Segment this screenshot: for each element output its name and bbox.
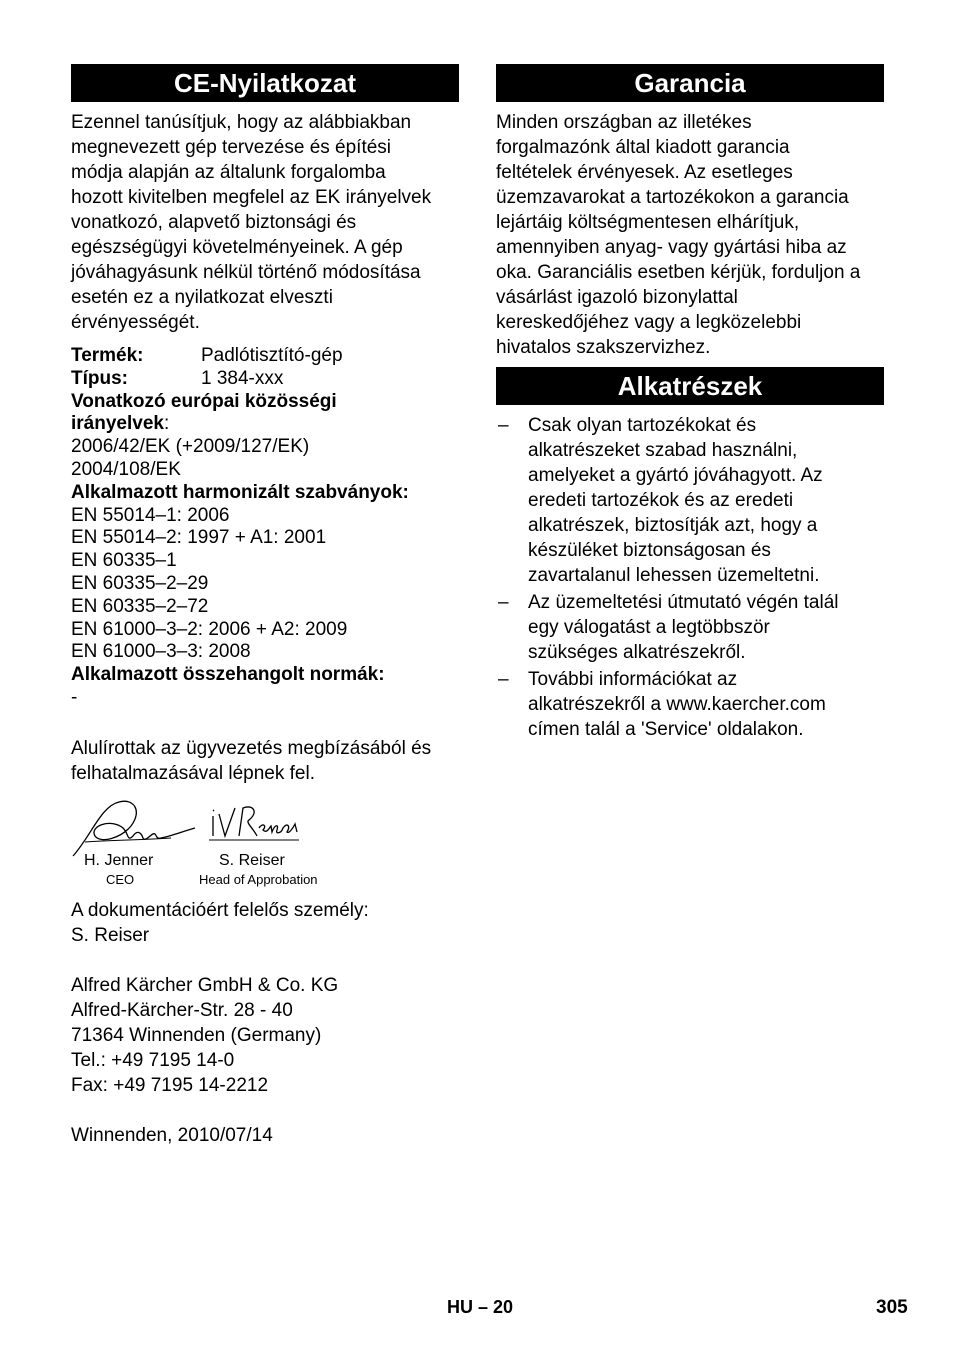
signatory-statement <box>71 736 459 786</box>
text-line: Az üzemeltetési útmutató végén talál <box>528 592 839 613</box>
text-line: Csak olyan tartozékokat és <box>528 415 757 436</box>
spare-parts-list <box>496 413 884 742</box>
text-line: A dokumentációért felelős személy: <box>71 899 369 921</box>
text-line: Minden országban az illetékes <box>496 112 752 133</box>
text-line: oka. Garanciális esetben kérjük, forduljon a <box>496 262 861 283</box>
text-line: készüléket biztonságosan és <box>528 540 771 561</box>
list-item <box>496 413 884 588</box>
standard-item: EN 60335–2–29 <box>71 572 209 594</box>
text-line: 71364 Winnenden (Germany) <box>71 1024 322 1046</box>
signature-reiser-image <box>209 802 304 842</box>
text-line: zavartalanul lehessen üzemeltetni. <box>528 565 820 586</box>
text-line: üzemzavarokat a tartozékokon a garancia <box>496 187 849 208</box>
text-line: egészségügyi követelményeinek. A gép <box>71 237 403 258</box>
signatory-role: Head of Approbation <box>199 871 318 887</box>
norms-value: - <box>71 686 78 708</box>
text-line: Alfred-Kärcher-Str. 28 - 40 <box>71 999 293 1021</box>
text-line: érvényességét. <box>71 312 200 333</box>
text-line: hivatalos szakszervizhez. <box>496 337 711 358</box>
standard-item: EN 61000–3–2: 2006 + A2: 2009 <box>71 618 348 640</box>
ce-declaration-heading: CE-Nyilatkozat <box>71 64 459 102</box>
product-row <box>71 345 459 368</box>
text-line: módja alapján az általunk forgalomba <box>71 162 386 183</box>
text-line: szükséges alkatrészekről. <box>528 642 746 663</box>
spare-parts-heading: Alkatrészek <box>496 367 884 405</box>
standard-item: EN 55014–1: 2006 <box>71 504 230 526</box>
documentation-responsible <box>71 898 459 948</box>
text-line: kereskedőjéhez vagy a legközelebbi <box>496 312 802 333</box>
text-line: forgalmazónk által kiadott garancia <box>496 137 790 158</box>
text-line: alkatrészeket szabad használni, <box>528 440 798 461</box>
text-line: egy válogatást a legtöbbször <box>528 617 770 638</box>
bullet-marker: – <box>498 592 509 613</box>
text-line: címen talál a 'Service' oldalakon. <box>528 719 804 740</box>
warranty-heading: Garancia <box>496 64 884 102</box>
text-line: Fax: +49 7195 14-2212 <box>71 1074 269 1096</box>
text-line: S. Reiser <box>71 924 150 946</box>
text-line: hozott kivitelben megfelel az EK irányelvek <box>71 187 432 208</box>
left-column <box>71 64 459 1148</box>
directives-colon: : <box>163 413 170 435</box>
bullet-marker: – <box>498 415 509 436</box>
text-line: lejártáig költségmentesen elhárítjuk, <box>496 212 800 233</box>
standard-item: EN 60335–2–72 <box>71 595 209 617</box>
text-line: alkatrészekről a www.kaercher.com <box>528 694 826 715</box>
text-line: eredeti tartozékok és az eredeti <box>528 490 794 511</box>
text-line: Ezennel tanúsítjuk, hogy az alábbiakban <box>71 112 412 133</box>
text-line: jóváhagyásunk nélkül történő módosítása <box>71 262 421 283</box>
directive-item: 2004/108/EK <box>71 458 181 480</box>
type-row <box>71 368 459 391</box>
text-line: Tel.: +49 7195 14-0 <box>71 1049 235 1071</box>
specification-block <box>71 345 459 710</box>
directives-label: irányelvek <box>71 413 164 435</box>
page-number: 305 <box>876 1297 908 1318</box>
text-line: esetén ez a nyilatkozat elveszti <box>71 287 333 308</box>
text-line: Alfred Kärcher GmbH & Co. KG <box>71 974 339 996</box>
text-line: amelyeket a gyártó jóváhagyott. Az <box>528 465 823 486</box>
standards-label: Alkalmazott harmonizált szabványok: <box>71 481 409 503</box>
signatory-name: H. Jenner <box>84 851 154 869</box>
list-item <box>496 590 884 665</box>
text-line: vonatkozó, alapvető biztonsági és <box>71 212 357 233</box>
text-line: vásárlást igazoló bizonylattal <box>496 287 738 308</box>
right-column <box>496 64 884 744</box>
signature-jenner-image <box>71 796 196 858</box>
signatures <box>71 796 459 896</box>
text-line: amennyiben anyag- vagy gyártási hiba az <box>496 237 847 258</box>
directives-label-line2 <box>71 413 459 436</box>
bullet-marker: – <box>498 669 509 690</box>
text-line: Alulírottak az ügyvezetés megbízásából és <box>71 737 432 759</box>
text-line: alkatrészek, biztosítják azt, hogy a <box>528 515 818 536</box>
standard-item: EN 60335–1 <box>71 550 177 572</box>
signatory-role: CEO <box>106 871 135 887</box>
place-date: Winnenden, 2010/07/14 <box>71 1124 273 1146</box>
standard-item: EN 61000–3–3: 2008 <box>71 641 251 663</box>
footer-language-page: HU – 20 <box>447 1297 514 1317</box>
product-label: Termék: <box>71 345 144 366</box>
company-address <box>71 973 459 1098</box>
text-line: felhatalmazásával lépnek fel. <box>71 762 315 784</box>
text-line: feltételek érvényesek. Az esetleges <box>496 162 793 183</box>
warranty-text <box>496 110 884 360</box>
norms-label: Alkalmazott összehangolt normák: <box>71 664 385 686</box>
ce-intro <box>71 110 459 335</box>
signatory-name: S. Reiser <box>219 851 285 869</box>
text-line: További információkat az <box>528 669 738 690</box>
standard-item: EN 55014–2: 1997 + A1: 2001 <box>71 527 327 549</box>
text-line: megnevezett gép tervezése és építési <box>71 137 392 158</box>
directive-item: 2006/42/EK (+2009/127/EK) <box>71 436 310 458</box>
product-value: Padlótisztító-gép <box>201 345 343 366</box>
directives-label-line1: Vonatkozó európai közösségi <box>71 390 337 412</box>
list-item <box>496 667 884 742</box>
type-label: Típus: <box>71 367 128 389</box>
type-value: 1 384-xxx <box>201 367 284 389</box>
